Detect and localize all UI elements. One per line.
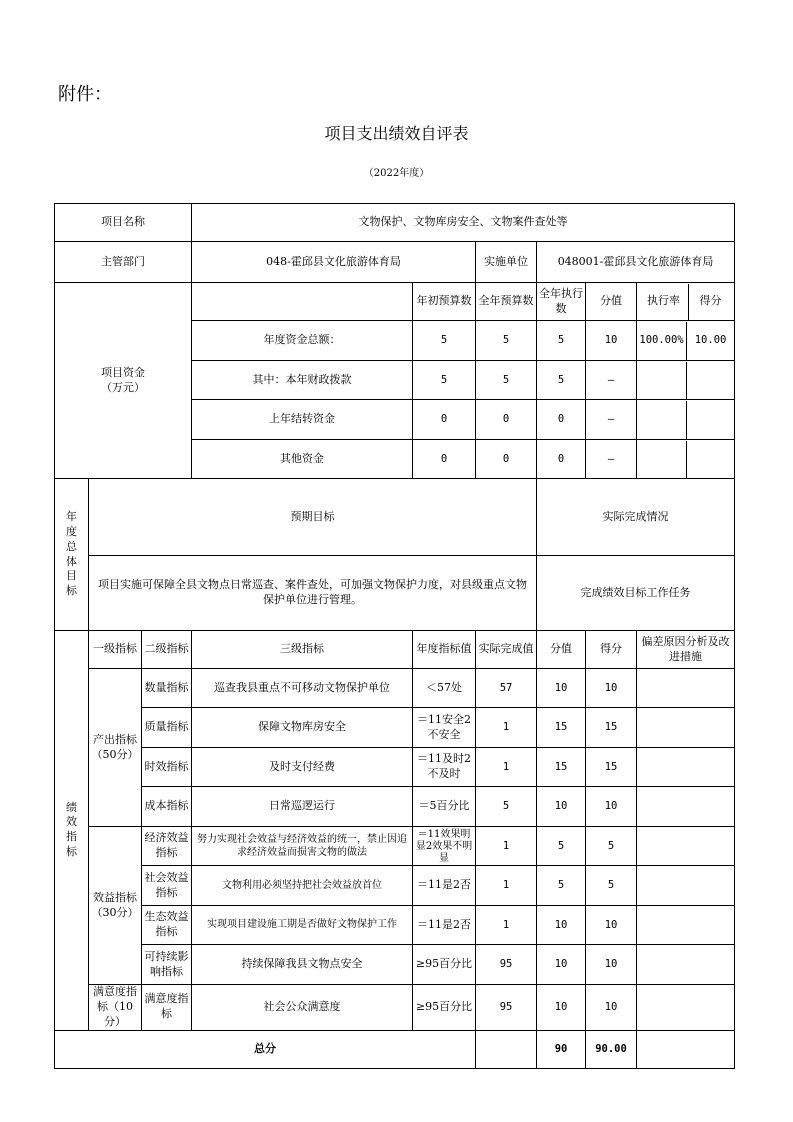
level2-cell: 社会效益指标 [142, 866, 192, 906]
level2-cell: 时效指标 [142, 748, 192, 787]
funds-row-label: 其中：本年财政拨款 [192, 361, 413, 400]
funds-row-exec: 0 [537, 440, 586, 479]
expected-goal-text: 项目实施可保障全县文物点日常巡查、案件查处，可加强文物保护力度，对县级重点文物保护单位进行管理。 [89, 556, 537, 631]
total-note-blank [637, 1030, 735, 1068]
value-cell: 10 [537, 906, 586, 945]
department-row [55, 242, 735, 283]
level2-cell: 生态效益指标 [142, 906, 192, 945]
value-cell: 5 [537, 866, 586, 906]
funds-row-budget: 5 [476, 321, 537, 361]
level3-cell: 文物利用必须坚持把社会效益放首位 [192, 866, 413, 906]
goal-content-row [55, 556, 735, 631]
funds-row-score [687, 362, 734, 399]
funds-row-label: 上年结转资金 [192, 400, 413, 440]
value-cell: 15 [537, 748, 586, 787]
funds-row-label: 其他资金 [192, 440, 413, 479]
funds-row-score-value: 10 [586, 321, 637, 361]
actual-status-text: 完成绩效目标工作任务 [537, 556, 735, 631]
level2-cell: 数量指标 [142, 669, 192, 708]
funds-row-score [687, 401, 734, 439]
actual-cell: 1 [476, 748, 537, 787]
level3-cell: 努力实现社会效益与经济效益的统一，禁止因追求经济效益而损害文物的做法 [192, 827, 413, 866]
goal-header-row [55, 479, 735, 556]
indicator-row [55, 985, 735, 1031]
funds-label-line1: 项目资金 [101, 365, 145, 379]
funds-header-row [55, 283, 735, 321]
indicator-header-note: 偏差原因分析及改进措施 [637, 631, 735, 669]
funds-header-exec: 全年执行数 [537, 283, 586, 321]
indicator-row [55, 827, 735, 866]
indicator-header-level3: 三级指标 [192, 631, 413, 669]
funds-row-init: 5 [413, 321, 476, 361]
funds-label-line2: （万元） [101, 380, 145, 394]
score-cell: 15 [586, 748, 637, 787]
attachment-label: 附件： [58, 84, 112, 105]
level3-cell: 保障文物库房安全 [192, 708, 413, 748]
project-name-row [55, 204, 735, 242]
level2-cell: 质量指标 [142, 708, 192, 748]
actual-cell: 5 [476, 787, 537, 827]
actual-cell: 1 [476, 866, 537, 906]
note-cell [637, 669, 735, 708]
value-cell: 10 [537, 945, 586, 985]
project-name-label: 项目名称 [55, 204, 192, 242]
project-name-value: 文物保护、文物库房安全、文物案件查处等 [192, 204, 735, 242]
level3-cell: 社会公众满意度 [192, 985, 413, 1031]
indicator-header-target: 年度指标值 [413, 631, 476, 669]
funds-row-budget: 0 [476, 440, 537, 479]
funds-header-blank [192, 283, 413, 321]
level2-cell: 成本指标 [142, 787, 192, 827]
total-value: 90 [537, 1030, 586, 1068]
actual-cell: 95 [476, 945, 537, 985]
funds-header-score: 得分 [699, 294, 722, 308]
indicator-row [55, 708, 735, 748]
total-row [55, 1030, 735, 1068]
note-cell [637, 748, 735, 787]
total-score: 90.00 [586, 1030, 637, 1068]
score-cell: 10 [586, 787, 637, 827]
funds-header-budget: 全年预算数 [476, 283, 537, 321]
score-cell: 10 [586, 945, 637, 985]
score-cell: 10 [586, 985, 637, 1031]
funds-header-score-value: 分值 [586, 283, 637, 321]
note-cell [637, 708, 735, 748]
performance-label: 绩效指标 [55, 631, 89, 1031]
score-cell: 10 [586, 906, 637, 945]
note-cell [637, 906, 735, 945]
target-cell: ＝5百分比 [413, 787, 476, 827]
funds-row-init: 0 [413, 400, 476, 440]
self-evaluation-table [54, 203, 735, 1069]
funds-row-init: 5 [413, 361, 476, 400]
indicator-row [55, 669, 735, 708]
note-cell [637, 945, 735, 985]
report-year: （2022年度） [363, 168, 430, 179]
level3-cell: 持续保障我县文物点安全 [192, 945, 413, 985]
funds-row-rate [637, 401, 687, 439]
level2-cell: 可持续影响指标 [142, 945, 192, 985]
target-cell: ＜57处 [413, 669, 476, 708]
funds-row-rate: 100.00% [637, 322, 687, 360]
funds-row-rate-score [637, 440, 735, 479]
funds-row-init: 0 [413, 440, 476, 479]
funds-row-rate [637, 441, 687, 478]
score-cell: 10 [586, 669, 637, 708]
actual-cell: 95 [476, 985, 537, 1031]
funds-row-score [687, 441, 734, 478]
score-cell: 5 [586, 866, 637, 906]
indicator-row [55, 866, 735, 906]
indicator-row [55, 945, 735, 985]
indicator-header-row [55, 631, 735, 669]
funds-header-rate-score [637, 283, 735, 321]
target-cell: ＝11安全2不安全 [413, 708, 476, 748]
actual-cell: 1 [476, 708, 537, 748]
level1-output: 产出指标（50分） [89, 669, 142, 827]
value-cell: 15 [537, 708, 586, 748]
level1-satisfaction: 满意度指标（10分） [89, 985, 142, 1031]
value-cell: 10 [537, 787, 586, 827]
funds-label [55, 283, 192, 479]
level3-cell: 巡查我县重点不可移动文物保护单位 [192, 669, 413, 708]
target-cell-text: ＝11效果明显2效果不明显 [415, 829, 473, 864]
actual-cell: 1 [476, 906, 537, 945]
target-cell: ≥95百分比 [413, 985, 476, 1031]
indicator-header-level2: 二级指标 [142, 631, 192, 669]
funds-row-budget: 5 [476, 361, 537, 400]
level2-cell: 满意度指标 [142, 985, 192, 1031]
indicator-row [55, 787, 735, 827]
funds-header-init: 年初预算数 [413, 283, 476, 321]
indicator-row [55, 906, 735, 945]
page-title: 项目支出绩效自评表 [324, 124, 469, 143]
value-cell: 10 [537, 985, 586, 1031]
funds-row-rate-score [637, 400, 735, 440]
funds-row-score-value: — [586, 440, 637, 479]
level1-benefit: 效益指标（30分） [89, 827, 142, 985]
note-cell [637, 827, 735, 866]
indicator-header-level1: 一级指标 [89, 631, 142, 669]
note-cell [637, 866, 735, 906]
implementer-label: 实施单位 [476, 242, 537, 283]
actual-cell: 57 [476, 669, 537, 708]
expected-goal-label: 预期目标 [89, 479, 537, 556]
value-cell: 5 [537, 827, 586, 866]
funds-row-score-value: — [586, 361, 637, 400]
target-cell: ＝11及时2不及时 [413, 748, 476, 787]
note-cell [637, 787, 735, 827]
score-cell: 5 [586, 827, 637, 866]
department-value: 048-霍邱县文化旅游体育局 [192, 242, 476, 283]
level3-cell: 及时支付经费 [192, 748, 413, 787]
total-actual-blank [476, 1030, 537, 1068]
implementer-value: 048001-霍邱县文化旅游体育局 [537, 242, 735, 283]
indicator-header-actual: 实际完成值 [476, 631, 537, 669]
target-cell: ≥95百分比 [413, 945, 476, 985]
level2-cell: 经济效益指标 [142, 827, 192, 866]
funds-row-exec: 5 [537, 361, 586, 400]
funds-row-exec: 5 [537, 321, 586, 361]
note-cell [637, 985, 735, 1031]
level3-cell: 实现项目建设施工期是否做好文物保护工作 [192, 906, 413, 945]
actual-cell: 1 [476, 827, 537, 866]
funds-row-label: 年度资金总额： [192, 321, 413, 361]
score-cell: 15 [586, 708, 637, 748]
target-cell [413, 827, 476, 866]
funds-row-rate-score [637, 321, 735, 361]
total-label: 总分 [55, 1030, 476, 1068]
funds-row-rate [637, 362, 687, 399]
department-label: 主管部门 [55, 242, 192, 283]
indicator-header-value: 分值 [537, 631, 586, 669]
funds-row-rate-score [637, 361, 735, 400]
funds-row-score: 10.00 [694, 334, 727, 347]
funds-row-budget: 0 [476, 400, 537, 440]
annual-goal-label: 年度总体目标 [55, 479, 89, 631]
funds-row-exec: 0 [537, 400, 586, 440]
indicator-header-score: 得分 [586, 631, 637, 669]
target-cell: ＝11是2否 [413, 906, 476, 945]
level3-cell: 日常巡逻运行 [192, 787, 413, 827]
funds-header-rate: 执行率 [639, 284, 689, 320]
indicator-row [55, 748, 735, 787]
funds-row-score-value: — [586, 400, 637, 440]
target-cell: ＝11是2否 [413, 866, 476, 906]
actual-status-label: 实际完成情况 [537, 479, 735, 556]
value-cell: 10 [537, 669, 586, 708]
